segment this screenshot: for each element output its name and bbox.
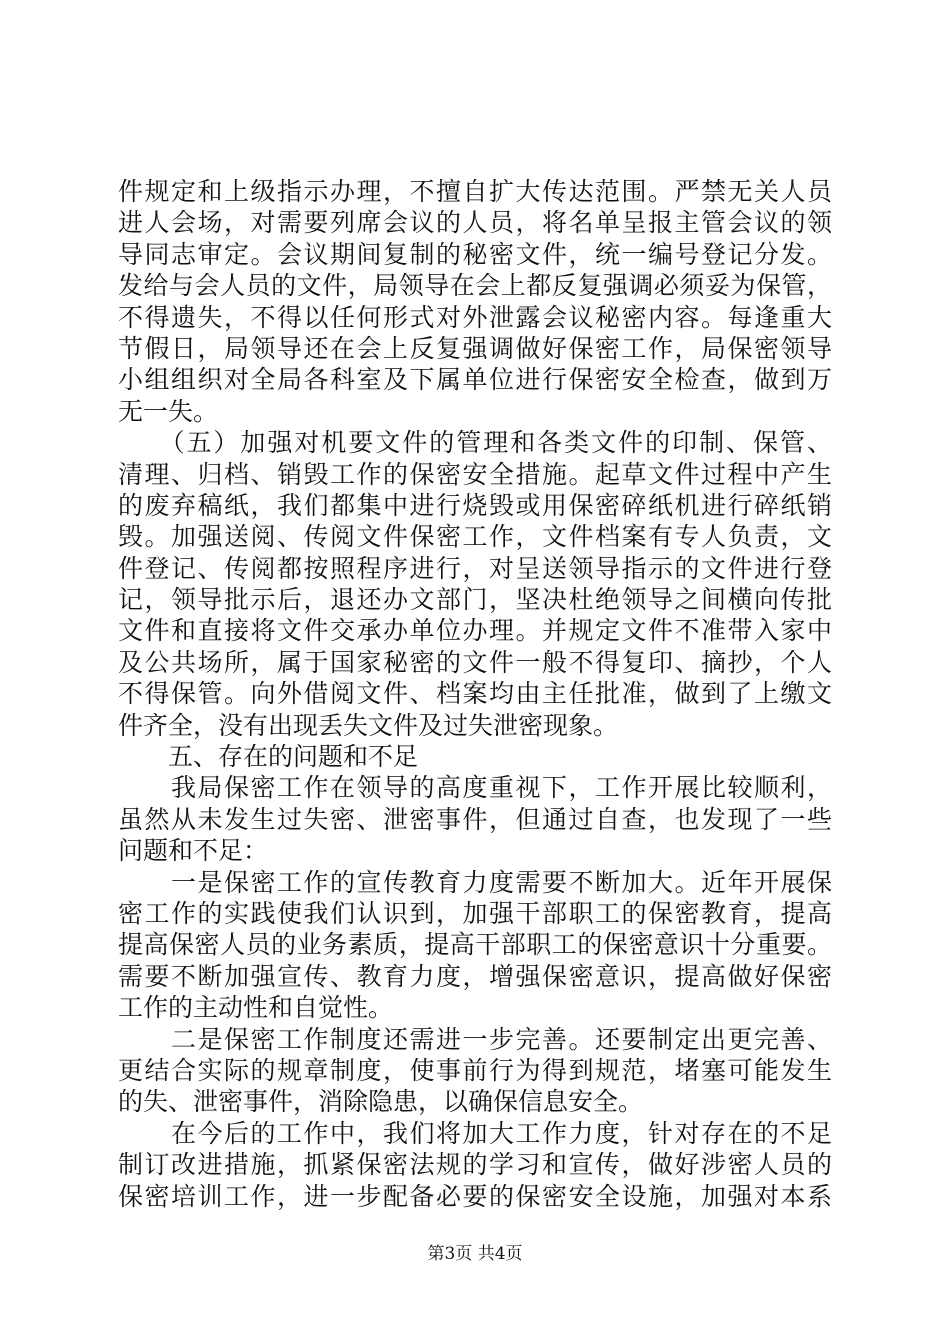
text-line: 的废弃稿纸，我们都集中进行烧毁或用保密碎纸机进行碎纸销	[118, 490, 832, 520]
text-line: 件登记、传阅都按照程序进行，对呈送领导指示的文件进行登	[118, 553, 832, 583]
text-line: 更结合实际的规章制度，使事前行为得到规范，堵塞可能发生	[118, 1055, 832, 1085]
text-line: 不得保管。向外借阅文件、档案均由主任批准，做到了上缴文	[118, 679, 832, 709]
text-line: 文件和直接将文件交承办单位办理。并规定文件不准带入家中	[118, 616, 832, 646]
text-line: 我局保密工作在领导的高度重视下，工作开展比较顺利，	[118, 773, 832, 803]
text-line: 进人会场，对需要列席会议的人员，将名单呈报主管会议的领	[118, 208, 832, 238]
document-body	[118, 176, 832, 1212]
text-line: 密工作的实践使我们认识到，加强干部职工的保密教育，提高	[118, 898, 832, 928]
text-line: 节假日，局领导还在会上反复强调做好保密工作，局保密领导	[118, 333, 832, 363]
text-line: （五）加强对机要文件的管理和各类文件的印制、保管、	[118, 428, 832, 458]
text-line: 及公共场所，属于国家秘密的文件一般不得复印、摘抄，个人	[118, 647, 832, 677]
text-line: 保密培训工作，进一步配备必要的保密安全设施，加强对本系	[118, 1181, 832, 1211]
text-line: 虽然从未发生过失密、泄密事件，但通过自查，也发现了一些	[118, 804, 832, 834]
text-line: 的失、泄密事件，消除隐患，以确保信息安全。	[118, 1087, 644, 1117]
text-line: 件齐全，没有出现丢失文件及过失泄密现象。	[118, 710, 619, 740]
text-line: 导同志审定。会议期间复制的秘密文件，统一编号登记分发。	[118, 239, 832, 269]
text-line: 记，领导批示后，退还办文部门，坚决杜绝领导之间横向传批	[118, 585, 832, 615]
text-line: 二是保密工作制度还需进一步完善。还要制定出更完善、	[118, 1024, 832, 1054]
text-line: 小组组织对全局各科室及下属单位进行保密安全检查，做到万	[118, 365, 832, 395]
text-line: 无一失。	[118, 396, 219, 426]
text-line: 在今后的工作中，我们将加大工作力度，针对存在的不足	[118, 1118, 832, 1148]
text-line: 件规定和上级指示办理，不擅自扩大传达范围。严禁无关人员	[118, 177, 832, 206]
text-line: 提高保密人员的业务素质，提高干部职工的保密意识十分重要。	[118, 930, 832, 960]
text-line: 需要不断加强宣传、教育力度，增强保密意识，提高做好保密	[118, 961, 832, 991]
text-line: 问题和不足：	[118, 836, 269, 866]
text-line: 清理、归档、销毁工作的保密安全措施。起草文件过程中产生	[118, 459, 832, 489]
text-line: 发给与会人员的文件，局领导在会上都反复强调必须妥为保管，	[118, 271, 832, 301]
text-line: 制订改进措施，抓紧保密法规的学习和宣传，做好涉密人员的	[118, 1150, 832, 1180]
text-line: 毁。加强送阅、传阅文件保密工作，文件档案有专人负责，文	[118, 522, 832, 552]
page-footer: 第3页 共4页	[427, 1244, 523, 1264]
text-line: 不得遗失，不得以任何形式对外泄露会议秘密内容。每逢重大	[118, 302, 832, 332]
text-line: 一是保密工作的宣传教育力度需要不断加大。近年开展保	[118, 867, 832, 897]
text-line: 五、存在的问题和不足	[118, 742, 419, 772]
text-line: 工作的主动性和自觉性。	[118, 993, 394, 1023]
